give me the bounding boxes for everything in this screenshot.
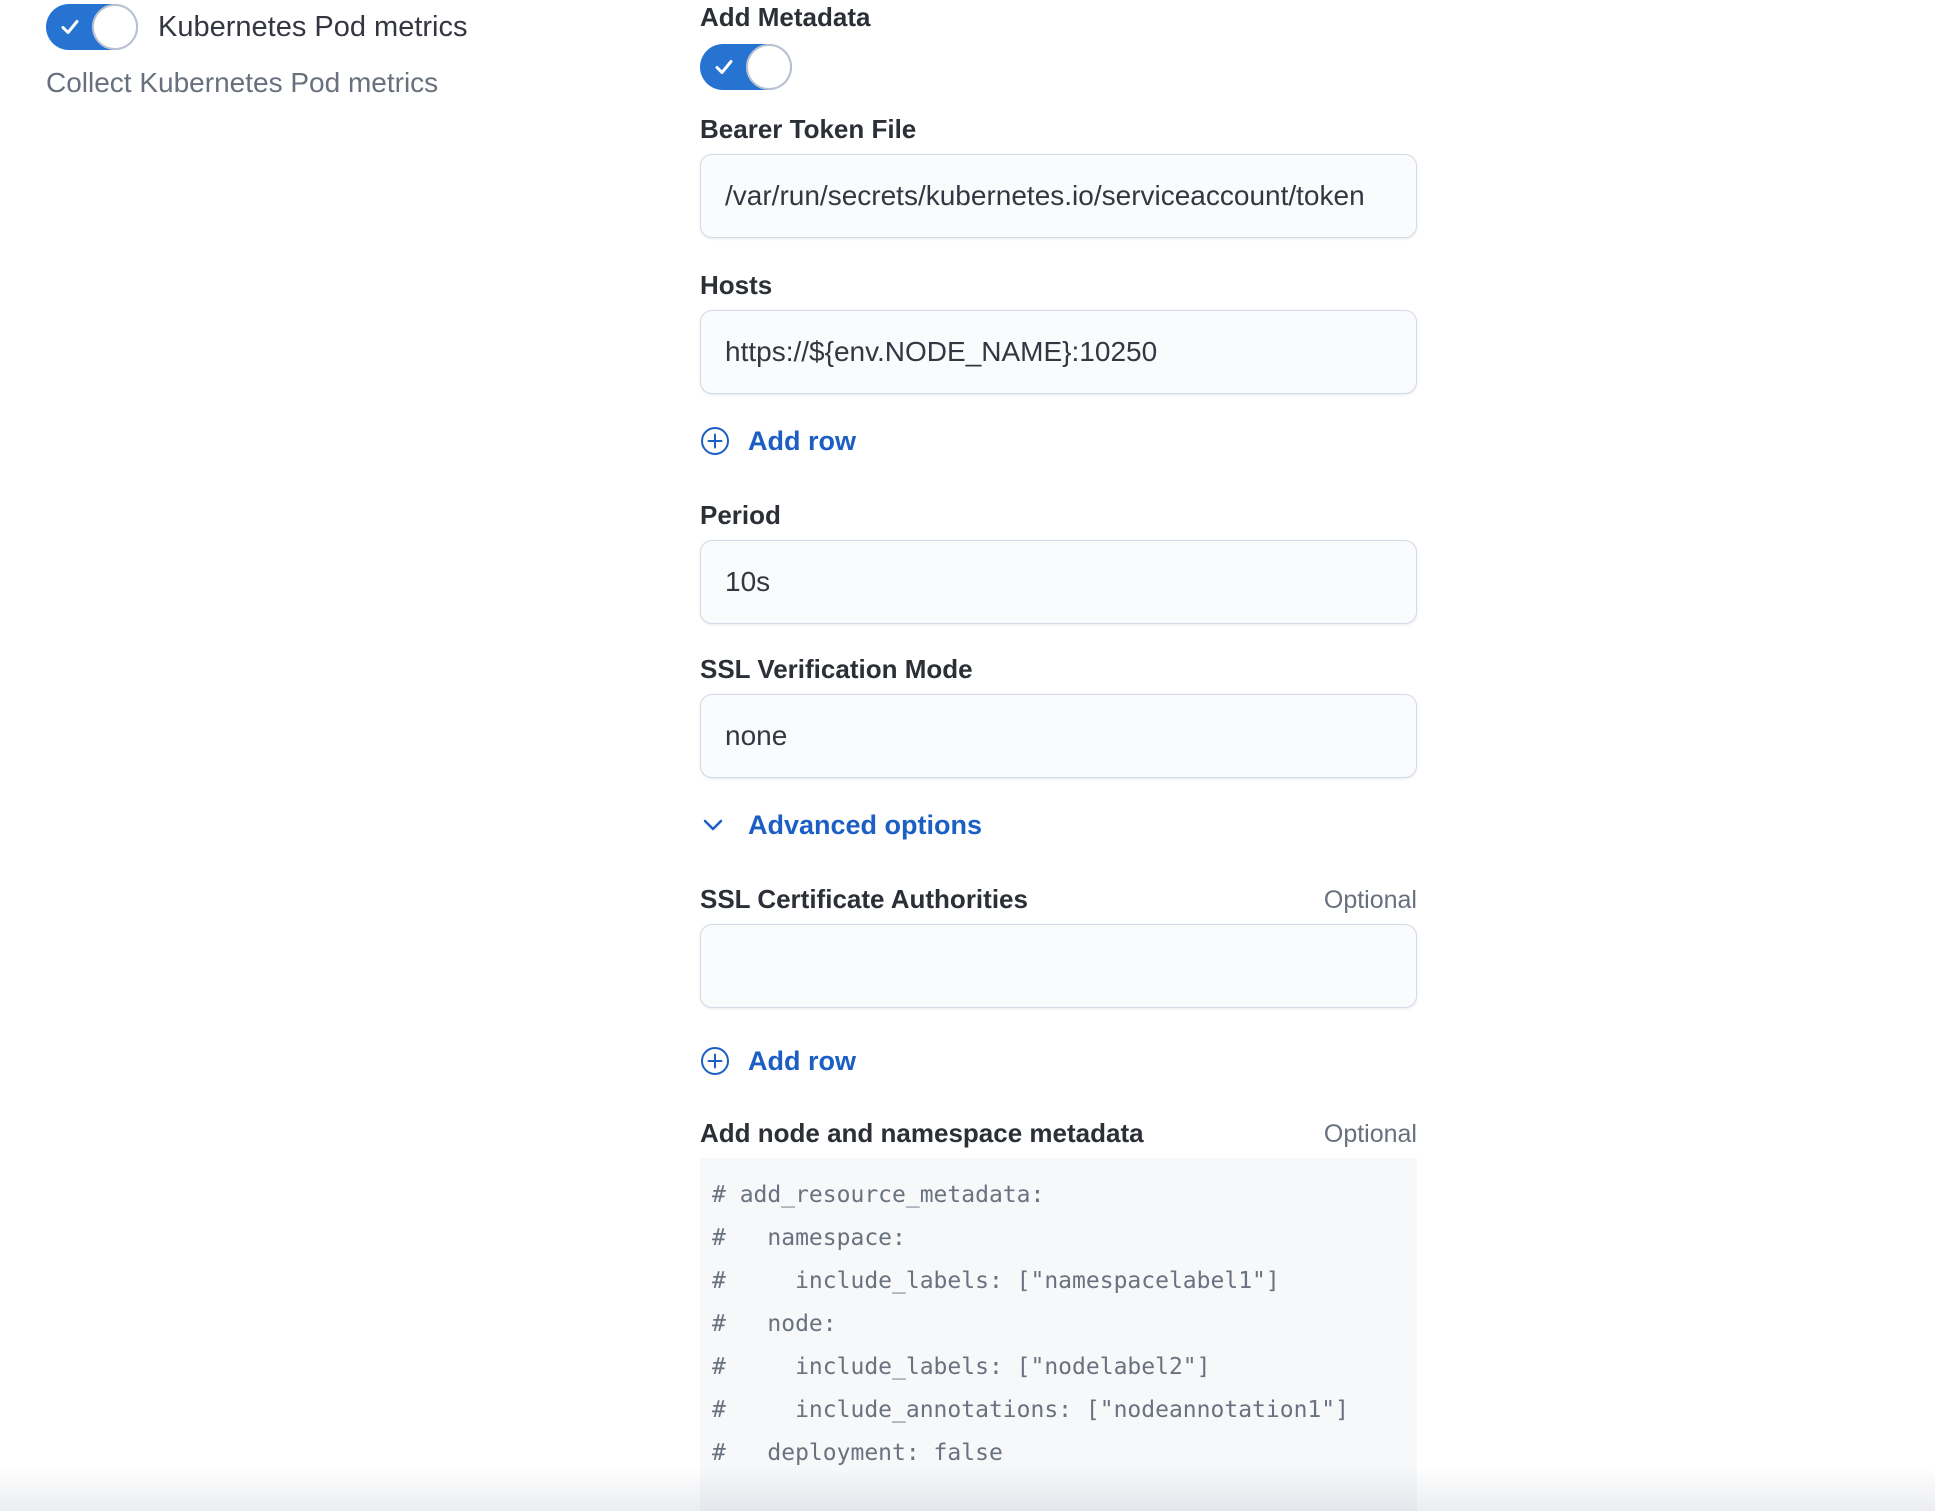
plus-in-circle-icon xyxy=(700,426,730,456)
advanced-options-label: Advanced options xyxy=(748,810,983,840)
ssl-ca-add-row-button[interactable] xyxy=(700,1044,856,1078)
add-metadata-label: Add Metadata xyxy=(700,2,871,32)
add-row-label: Add row xyxy=(748,1046,856,1076)
add-row-label: Add row xyxy=(748,426,856,456)
optional-badge: Optional xyxy=(1323,1120,1417,1148)
ssl-certificate-authorities-label: SSL Certificate Authorities xyxy=(700,884,1028,914)
bearer-token-file-label: Bearer Token File xyxy=(700,114,917,144)
check-icon xyxy=(711,54,737,80)
code-line: # include_labels: ["namespacelabel1"] xyxy=(712,1268,1280,1294)
toggle-thumb xyxy=(92,4,138,50)
plus-in-circle-icon xyxy=(700,1046,730,1076)
code-line: # deployment: false xyxy=(712,1440,1003,1466)
ssl-certificate-authorities-input[interactable] xyxy=(700,924,1417,1008)
pod-metrics-description: Collect Kubernetes Pod metrics xyxy=(46,67,439,98)
advanced-options-toggle[interactable] xyxy=(700,808,982,842)
bearer-token-file-input[interactable]: /var/run/secrets/kubernetes.io/serviceaccount/token xyxy=(700,154,1417,238)
toggle-thumb xyxy=(746,44,792,90)
optional-badge: Optional xyxy=(1323,886,1417,914)
code-line: # include_annotations: ["nodeannotation1"] xyxy=(712,1397,1349,1423)
code-line: # namespace: xyxy=(712,1225,906,1251)
hosts-input[interactable]: https://${env.NODE_NAME}:10250 xyxy=(700,310,1417,394)
code-line: # include_labels: ["nodelabel2"] xyxy=(712,1354,1211,1380)
pod-metrics-toggle-row xyxy=(46,4,606,50)
add-metadata-toggle[interactable] xyxy=(700,44,792,90)
period-label: Period xyxy=(700,500,781,530)
chevron-down-icon xyxy=(700,812,726,838)
hosts-add-row-button[interactable] xyxy=(700,424,856,458)
pod-metrics-toggle[interactable] xyxy=(46,4,138,50)
add-node-namespace-metadata-editor[interactable] xyxy=(700,1158,1417,1511)
hosts-label: Hosts xyxy=(700,270,773,300)
code-line: # node: xyxy=(712,1311,837,1337)
ssl-verification-mode-input[interactable]: none xyxy=(700,694,1417,778)
add-node-namespace-metadata-label: Add node and namespace metadata xyxy=(700,1118,1144,1148)
code-line: # add_resource_metadata: xyxy=(712,1182,1045,1208)
period-input[interactable]: 10s xyxy=(700,540,1417,624)
left-panel xyxy=(46,4,606,98)
check-icon xyxy=(57,14,83,40)
ssl-verification-mode-label: SSL Verification Mode xyxy=(700,654,973,684)
pod-metrics-title: Kubernetes Pod metrics xyxy=(158,11,468,43)
